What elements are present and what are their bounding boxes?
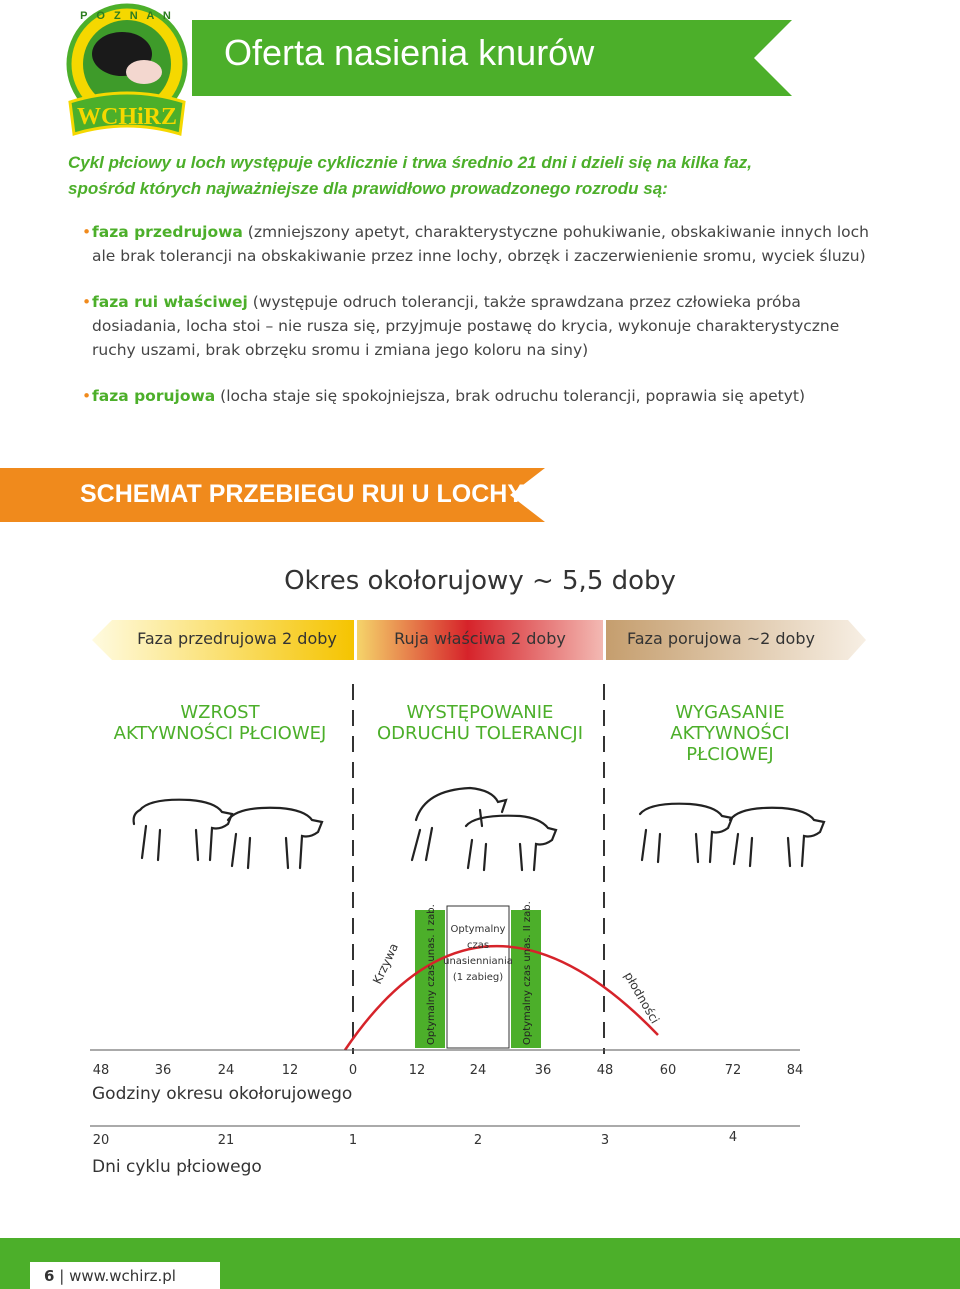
hour-tick: 0: [348, 1063, 358, 1078]
wchirz-logo: [62, 2, 192, 140]
heading-tolerance-reflex: WYSTĘPOWANIE ODRUCHU TOLERANCJI: [376, 702, 583, 744]
hour-tick: 84: [786, 1063, 804, 1078]
pig-icon: [134, 800, 232, 860]
phase-item-estrus: [70, 290, 870, 362]
curve-label-left: Krzywa: [370, 941, 402, 987]
bullet-icon: •: [82, 223, 92, 241]
intro-text: [68, 150, 888, 202]
hour-tick: 24: [469, 1063, 487, 1078]
day-tick: 1: [348, 1133, 358, 1148]
fertility-curve-diagram: [0, 890, 960, 1060]
day-tick: 2: [473, 1133, 483, 1148]
bar-label-pre: Faza przedrujowa 2 doby: [137, 629, 337, 648]
hour-tick: 36: [154, 1063, 172, 1078]
day-tick: 3: [600, 1133, 610, 1148]
hour-tick: 48: [92, 1063, 110, 1078]
pig-illustrations: [0, 780, 960, 880]
day-tick: 21: [217, 1133, 235, 1148]
section-title: SCHEMAT PRZEBIEGU RUI U LOCHY: [80, 480, 524, 508]
footer-separator: |: [59, 1267, 65, 1285]
hours-axis-label: Godziny okresu okołorujowego: [92, 1084, 353, 1104]
phase-name: faza przedrujowa: [92, 223, 243, 241]
heading-rising-activity: WZROST AKTYWNOŚCI PŁCIOWEJ: [113, 702, 327, 744]
phase-name: faza porujowa: [92, 387, 216, 405]
pig-mounting-icon: [412, 788, 556, 870]
period-title: Okres okołorujowy ~ 5,5 doby: [284, 566, 676, 596]
ins1-label: Optymalny czas unas. I zab.: [426, 904, 437, 1045]
footer-text: [44, 1267, 176, 1285]
intro-line-2: spośród których najważniejsze dla prawidłowo prowadzonego rozrodu są:: [68, 179, 668, 198]
bar-label-post: Faza porujowa ~2 doby: [627, 629, 815, 648]
phase-desc: (locha staje się spokojniejsza, brak odruchu tolerancji, poprawia się apetyt): [215, 387, 806, 405]
hour-tick: 72: [724, 1063, 742, 1078]
page-number: 6: [44, 1267, 55, 1285]
pig-icon: [640, 804, 732, 862]
ins2-label: Optymalny czas unas. II zab.: [522, 901, 533, 1045]
optimal-line: Optymalny: [450, 924, 506, 935]
day-tick: 20: [92, 1133, 110, 1148]
heading-fading-activity: WYGASANIE AKTYWNOŚCI PŁCIOWEJ: [670, 702, 790, 765]
days-axis-label: Dni cyklu płciowego: [92, 1157, 262, 1177]
phase-list: [70, 220, 870, 430]
pig-icon: [730, 808, 824, 866]
bar-label-estrus: Ruja właściwa 2 doby: [394, 629, 566, 648]
phase-name: faza rui właściwej: [92, 293, 248, 311]
hour-tick: 12: [408, 1063, 426, 1078]
optimal-line: unasienniania: [443, 956, 513, 967]
phase-desc: (zmniejszony apetyt, charakterystyczne pohukiwanie, obskakiwanie innych loch ale brak tolerancji na obskakiwanie przez inne lochy, obrzęk i zaczerwienienie sromu, wyciek śluzu): [92, 223, 869, 265]
hour-tick: 60: [659, 1063, 677, 1078]
optimal-line: czas: [466, 940, 490, 951]
bullet-icon: •: [82, 387, 92, 405]
phase-item-post: [70, 384, 870, 408]
day-tick: 4: [728, 1130, 738, 1145]
hour-tick: 48: [596, 1063, 614, 1078]
phase-item-pre: [70, 220, 870, 268]
optimal-line: (1 zabieg): [452, 972, 504, 983]
hour-tick: 12: [281, 1063, 299, 1078]
intro-line-1: Cykl płciowy u loch występuje cyklicznie i trwa średnio 21 dni i dzieli się na kilka faz,: [68, 153, 753, 172]
pig-icon: [228, 808, 322, 868]
phase-desc: (występuje odruch tolerancji, także sprawdzana przez człowieka próba dosiadania, locha stoi – nie rusza się, przyjmuje postawę do krycia, wykonuje charakterystyczne ruchy uszami, brak obrzęku sromu i zmiana jego koloru na siny): [92, 293, 840, 359]
svg-text:WCHiRZ: WCHiRZ: [76, 104, 178, 130]
days-axis-line: [90, 1125, 800, 1127]
hour-tick: 36: [534, 1063, 552, 1078]
hour-tick: 24: [217, 1063, 235, 1078]
curve-label-right: płodności: [621, 969, 663, 1026]
svg-text:P O Z N A N: P O Z N A N: [80, 10, 174, 22]
footer-url[interactable]: www.wchirz.pl: [69, 1267, 176, 1285]
page-title: Oferta nasienia knurów: [224, 32, 595, 73]
bullet-icon: •: [82, 293, 92, 311]
